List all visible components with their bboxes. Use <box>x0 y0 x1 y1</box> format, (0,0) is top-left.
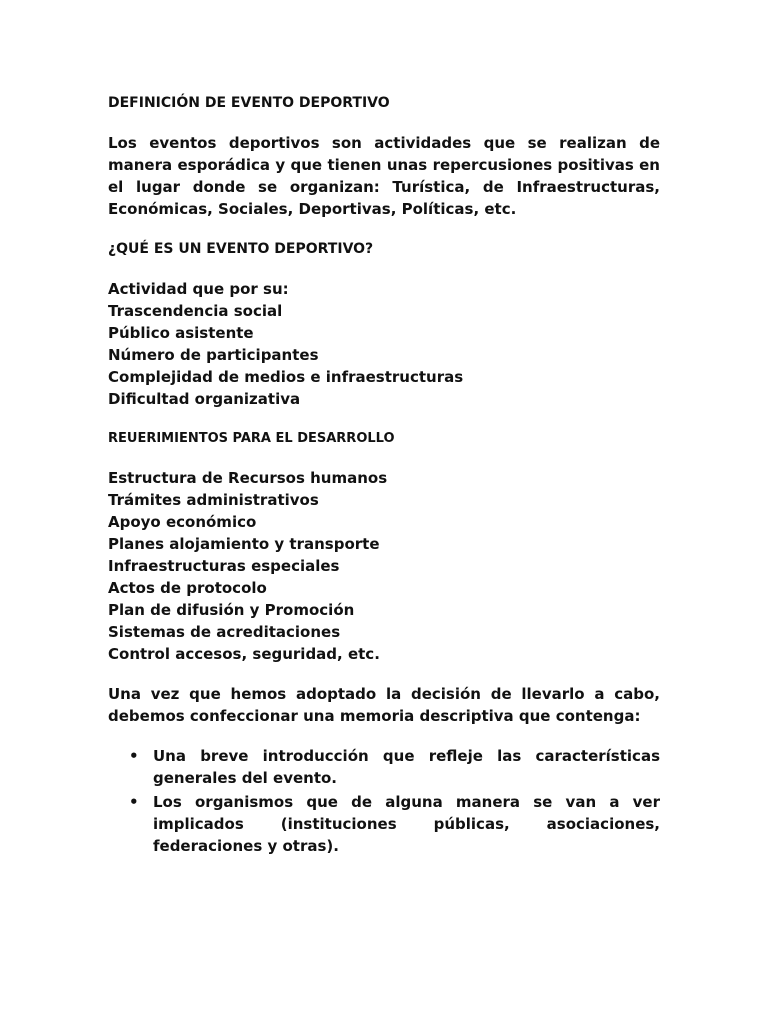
requirement-line: Trámites administrativos <box>108 491 319 509</box>
requirement-line: Sistemas de acreditaciones <box>108 623 341 641</box>
requirement-line: Plan de difusión y Promoción <box>108 601 355 619</box>
requirements-list <box>108 467 660 665</box>
bullet-list <box>108 745 660 857</box>
requirement-line: Control accesos, seguridad, etc. <box>108 645 380 663</box>
activity-line: Actividad que por su: <box>108 280 289 298</box>
document-title: DEFINICIÓN DE EVENTO DEPORTIVO <box>108 95 390 111</box>
bullet-text: Una breve introducción que refleje las características generales del evento. <box>153 747 660 787</box>
bullet-item <box>108 791 660 857</box>
memory-paragraph: Una vez que hemos adoptado la decisión de llevarlo a cabo, debemos confeccionar una memoria descriptiva que contenga: <box>108 685 660 725</box>
activity-line: Dificultad organizativa <box>108 390 301 408</box>
activity-line: Público asistente <box>108 324 254 342</box>
bullet-icon: • <box>129 793 139 811</box>
intro-paragraph: Los eventos deportivos son actividades que se realizan de manera esporádica y que tienen unas repercusiones positivas en el lugar donde se organizan: Turística, de Infraestructuras, Económicas, Sociales, Deportivas, Políticas, etc. <box>108 134 660 218</box>
requirement-line: Planes alojamiento y transporte <box>108 535 380 553</box>
requirement-line: Estructura de Recursos humanos <box>108 469 388 487</box>
document-page <box>108 92 660 859</box>
requirements-heading: REUERIMIENTOS PARA EL DESARROLLO <box>108 431 395 446</box>
requirement-line: Actos de protocolo <box>108 579 267 597</box>
activity-line: Número de participantes <box>108 346 319 364</box>
bullet-text: Los organismos que de alguna manera se van a ver implicados (instituciones públicas, asociaciones, federaciones y otras). <box>153 793 660 855</box>
activity-list <box>108 278 660 410</box>
activity-line: Complejidad de medios e infraestructuras <box>108 368 464 386</box>
requirement-line: Apoyo económico <box>108 513 257 531</box>
bullet-icon: • <box>129 747 139 765</box>
question-heading: ¿QUÉ ES UN EVENTO DEPORTIVO? <box>108 241 374 257</box>
bullet-item <box>108 745 660 789</box>
activity-line: Trascendencia social <box>108 302 283 320</box>
requirement-line: Infraestructuras especiales <box>108 557 340 575</box>
